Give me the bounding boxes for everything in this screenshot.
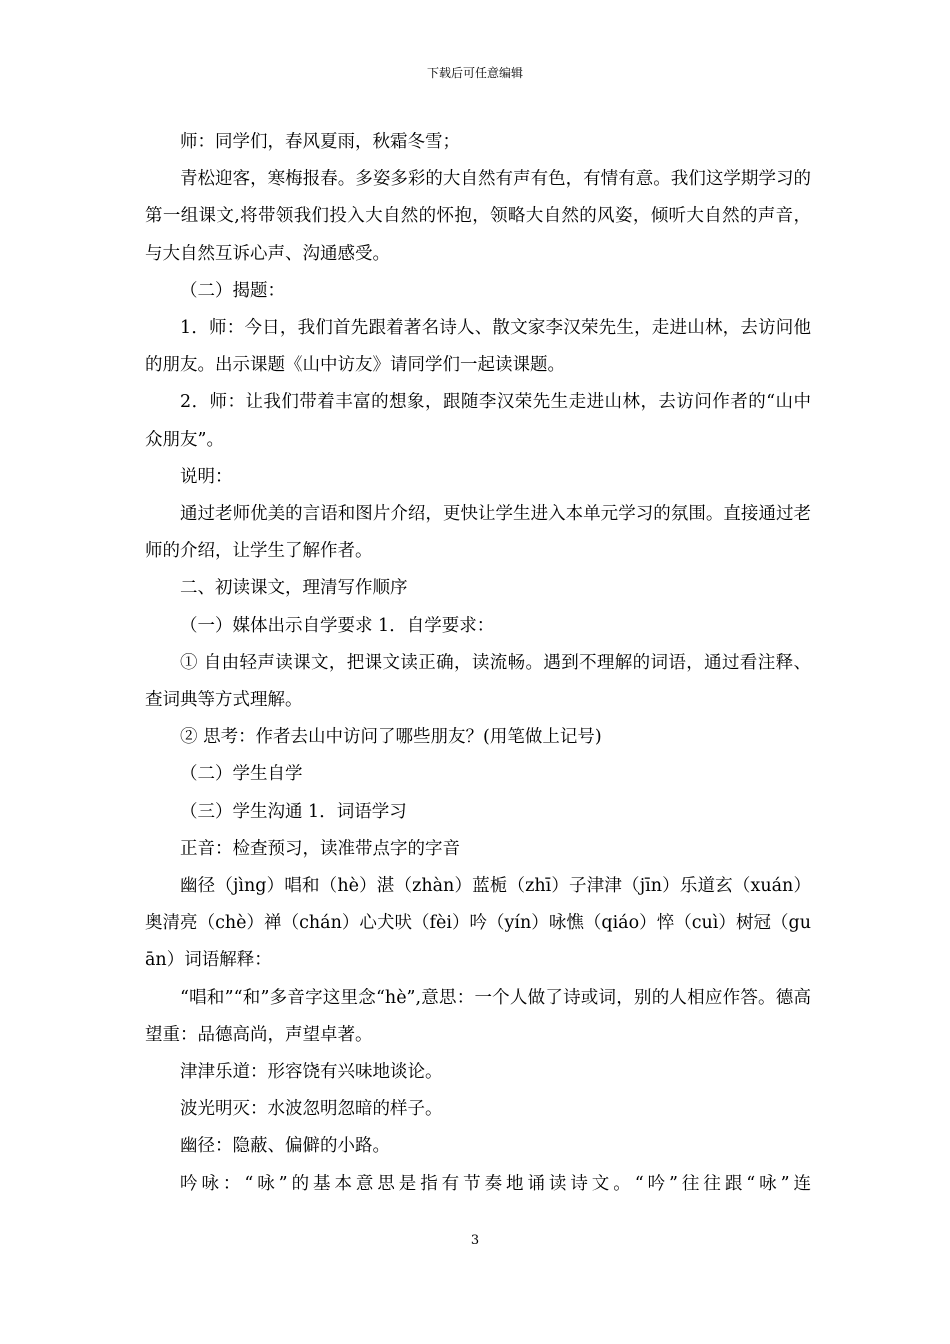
paragraph-section-reveal-title: （二）揭题： [180,280,285,301]
paragraph-requirement-1: ① 自由轻声读课文，把课文读正确，读流畅。遇到不理解的词语，通过看注释、查词典等方式理解。 [145,652,811,711]
paragraph-requirement-2: ② 思考：作者去山中访问了哪些朋友？(用笔做上记号) [180,727,602,748]
page-header: 下载后可任意编辑 [426,66,523,80]
paragraph-pinyin-list: 幽径（jìng）唱和（hè）湛（zhàn）蓝栀（zhī）子津津（jīn）乐道玄（xuán）奥清亮（chè）禅（chán）心犬吠（fèi）吟（yín）咏憔（qiáo）悴（cuì）树冠（guān）词语解释： [145,876,811,971]
paragraph-yinyong: 吟咏：“咏”的基本意思是指有节奏地诵读诗文。“吟”往往跟“咏”连 [180,1173,811,1194]
page-number: 3 [470,1233,480,1248]
paragraph-section-two-heading: 二、初读课文，理清写作顺序 [180,578,408,599]
paragraph-boguangmingmie: 波光明灭：水波忽明忽暗的样子。 [180,1099,443,1120]
paragraph-step-2: 2．师：让我们带着丰富的想象，跟随李汉荣先生走进山林，去访问作者的“山中众朋友”。 [145,392,811,450]
paragraph-student-communication: （三）学生沟通 1．词语学习 [180,801,407,822]
document-body [145,124,811,1203]
paragraph-self-study-requirements: （一）媒体出示自学要求 1．自学要求： [180,615,495,636]
paragraph-youjing: 幽径：隐蔽、偏僻的小路。 [180,1136,390,1157]
paragraph-pronunciation-check: 正音：检查预习，读准带点字的字音 [180,838,460,859]
paragraph-step-1: 1．师：今日，我们首先跟着著名诗人、散文家李汉荣先生，走进山林，去访问他的朋友。出示课题《山中访友》请同学们一起读课题。 [145,318,811,376]
paragraph-nature-intro: 青松迎客，寒梅报春。多姿多彩的大自然有声有色，有情有意。我们这学期学习的第一组课文,将带领我们投入大自然的怀抱，领略大自然的风姿，倾听大自然的声音，与大自然互诉心声、沟通感受。 [145,169,811,264]
paragraph-student-self-study: （二）学生自学 [180,764,303,785]
paragraph-jinjinledao: 津津乐道：形容饶有兴味地谈论。 [180,1062,443,1083]
paragraph-changhe-explanation: “唱和”“和”多音字这里念“hè”,意思：一个人做了诗或词，别的人相应作答。德高望重：品德高尚，声望卓著。 [145,987,811,1045]
paragraph-note-label: 说明： [180,466,233,487]
paragraph-teacher-greeting: 师：同学们，春风夏雨，秋霜冬雪； [180,132,460,152]
paragraph-note-content: 通过老师优美的言语和图片介绍，更快让学生进入本单元学习的氛围。直接通过老师的介绍，让学生了解作者。 [145,504,811,562]
